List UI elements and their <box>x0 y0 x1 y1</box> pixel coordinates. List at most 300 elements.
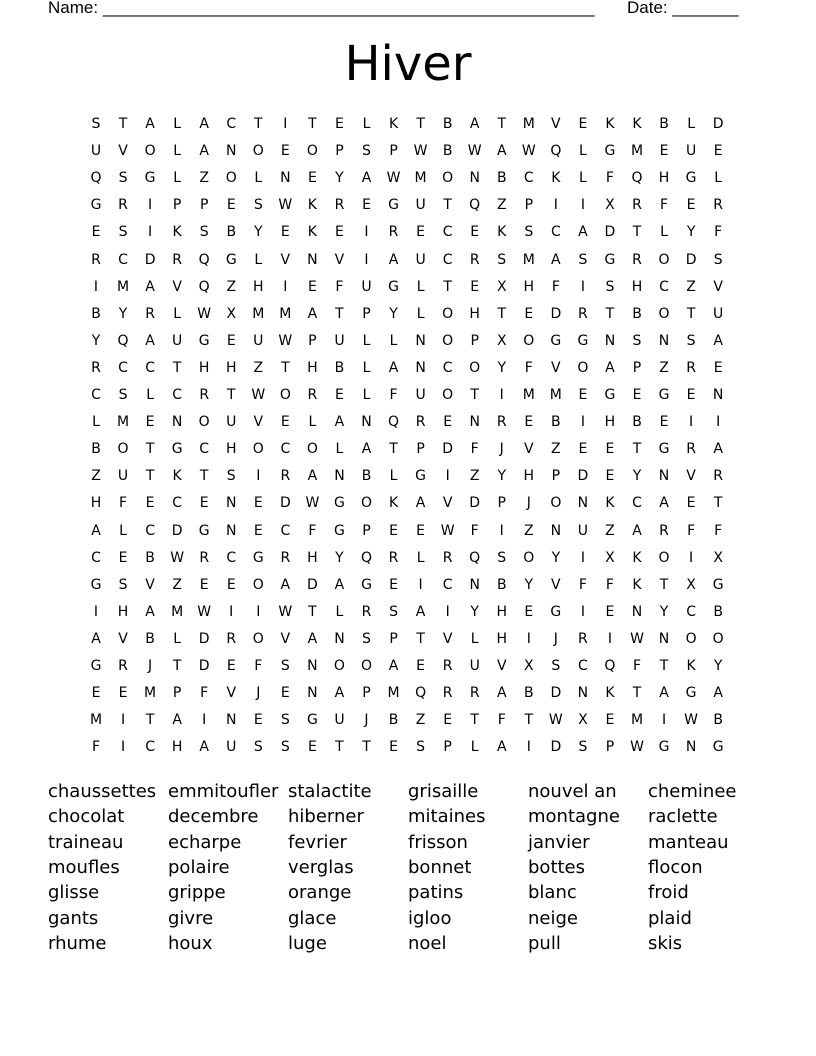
grid-letter[interactable]: E <box>280 414 290 431</box>
grid-letter[interactable]: N <box>415 332 426 349</box>
grid-letter[interactable]: N <box>469 414 480 431</box>
grid-letter[interactable]: S <box>253 739 263 756</box>
grid-letter[interactable]: V <box>172 278 182 295</box>
grid-letter[interactable]: V <box>524 441 534 458</box>
grid-letter[interactable]: O <box>279 387 291 403</box>
grid-letter[interactable]: I <box>661 712 667 729</box>
grid-letter[interactable]: M <box>117 414 130 431</box>
grid-letter[interactable]: I <box>148 197 153 214</box>
grid-letter[interactable]: T <box>632 224 642 241</box>
grid-letter[interactable]: B <box>388 712 399 729</box>
grid-letter[interactable]: R <box>659 522 669 539</box>
grid-letter[interactable]: O <box>252 441 264 458</box>
grid-letter[interactable]: O <box>144 143 156 160</box>
grid-letter[interactable]: D <box>550 739 562 756</box>
grid-letter[interactable]: T <box>335 739 344 756</box>
grid-letter[interactable]: R <box>307 387 318 403</box>
grid-letter[interactable]: E <box>470 278 480 295</box>
grid-letter[interactable]: B <box>442 143 453 160</box>
grid-letter[interactable]: Y <box>335 549 344 566</box>
grid-letter[interactable]: S <box>280 712 290 729</box>
grid-letter[interactable]: T <box>659 576 669 593</box>
grid-letter[interactable]: H <box>198 359 210 376</box>
grid-letter[interactable]: I <box>607 630 612 647</box>
grid-letter[interactable]: I <box>689 414 694 431</box>
grid-letter[interactable]: B <box>334 359 345 376</box>
grid-letter[interactable]: G <box>658 739 670 756</box>
grid-letter[interactable]: A <box>496 739 507 756</box>
grid-letter[interactable]: I <box>689 549 694 566</box>
grid-letter[interactable]: C <box>226 549 237 566</box>
grid-letter[interactable]: N <box>307 658 318 674</box>
grid-letter[interactable]: S <box>280 658 290 674</box>
grid-letter[interactable]: K <box>686 658 696 674</box>
grid-letter[interactable]: C <box>91 387 101 403</box>
grid-letter[interactable]: M <box>89 712 103 729</box>
grid-letter[interactable]: E <box>307 278 317 295</box>
grid-letter[interactable]: F <box>632 658 642 674</box>
grid-letter[interactable]: I <box>93 603 99 620</box>
grid-letter[interactable]: R <box>713 468 723 485</box>
grid-letter[interactable]: K <box>172 468 182 485</box>
grid-letter[interactable]: G <box>388 197 399 214</box>
grid-letter[interactable]: S <box>551 658 561 674</box>
grid-letter[interactable]: O <box>252 576 264 593</box>
grid-letter[interactable]: E <box>199 576 209 593</box>
grid-letter[interactable]: S <box>118 576 128 593</box>
grid-letter[interactable]: R <box>496 414 507 431</box>
grid-letter[interactable]: H <box>604 414 616 431</box>
grid-letter[interactable]: R <box>172 251 182 268</box>
grid-letter[interactable]: W <box>440 522 455 539</box>
grid-letter[interactable]: C <box>442 251 453 268</box>
grid-letter[interactable]: Q <box>360 549 373 566</box>
grid-letter[interactable]: A <box>91 630 101 647</box>
grid-letter[interactable]: P <box>389 630 398 647</box>
grid-letter[interactable]: L <box>173 630 182 647</box>
grid-letter[interactable]: V <box>280 630 291 647</box>
grid-letter[interactable]: E <box>226 197 236 214</box>
grid-letter[interactable]: G <box>388 278 399 295</box>
grid-letter[interactable]: N <box>604 332 616 349</box>
grid-letter[interactable]: S <box>632 332 642 349</box>
grid-letter[interactable]: A <box>199 739 209 756</box>
grid-letter[interactable]: T <box>470 387 479 403</box>
grid-letter[interactable]: V <box>713 278 723 295</box>
grid-letter[interactable]: T <box>145 468 155 485</box>
grid-letter[interactable]: T <box>389 441 398 458</box>
grid-letter[interactable]: B <box>713 603 723 620</box>
grid-letter[interactable]: V <box>686 468 696 485</box>
grid-letter[interactable]: P <box>605 739 615 756</box>
grid-letter[interactable]: C <box>442 576 453 593</box>
grid-letter[interactable]: E <box>226 658 236 674</box>
grid-letter[interactable]: N <box>226 522 237 539</box>
grid-letter[interactable]: B <box>496 576 507 593</box>
grid-letter[interactable]: I <box>445 603 450 620</box>
grid-letter[interactable]: M <box>144 685 157 702</box>
grid-letter[interactable]: L <box>308 414 317 431</box>
grid-letter[interactable]: M <box>279 305 292 322</box>
grid-letter[interactable]: R <box>334 197 345 214</box>
grid-letter[interactable]: S <box>91 116 101 132</box>
grid-letter[interactable]: O <box>577 359 589 376</box>
grid-letter[interactable]: F <box>91 739 101 756</box>
grid-letter[interactable]: C <box>118 251 128 268</box>
grid-letter[interactable]: X <box>226 305 237 322</box>
grid-letter[interactable]: T <box>118 116 128 132</box>
grid-letter[interactable]: W <box>305 495 320 512</box>
grid-letter[interactable]: G <box>144 170 156 187</box>
grid-letter[interactable]: I <box>716 414 721 431</box>
grid-letter[interactable]: V <box>442 495 453 512</box>
grid-letter[interactable]: S <box>362 143 371 160</box>
grid-letter[interactable]: W <box>684 712 699 729</box>
grid-letter[interactable]: C <box>226 116 237 132</box>
grid-letter[interactable]: Q <box>550 143 562 160</box>
grid-letter[interactable]: A <box>496 685 507 702</box>
grid-letter[interactable]: S <box>416 739 426 756</box>
grid-letter[interactable]: A <box>605 359 615 376</box>
grid-letter[interactable]: W <box>630 630 644 647</box>
grid-letter[interactable]: O <box>252 630 264 647</box>
grid-letter[interactable]: T <box>659 658 669 674</box>
grid-letter[interactable]: P <box>335 143 344 160</box>
grid-letter[interactable]: R <box>632 251 642 268</box>
grid-letter[interactable]: Z <box>551 441 561 458</box>
grid-letter[interactable]: N <box>361 414 372 431</box>
grid-letter[interactable]: X <box>605 197 615 214</box>
grid-letter[interactable]: O <box>306 441 318 458</box>
grid-letter[interactable]: O <box>658 549 670 566</box>
grid-letter[interactable]: U <box>334 712 345 729</box>
grid-letter[interactable]: E <box>713 143 723 160</box>
grid-letter[interactable]: N <box>658 468 670 485</box>
grid-letter[interactable]: O <box>360 658 373 674</box>
grid-letter[interactable]: V <box>118 630 128 647</box>
grid-letter[interactable]: G <box>171 441 183 458</box>
grid-letter[interactable]: K <box>605 685 615 702</box>
grid-letter[interactable]: R <box>118 197 128 214</box>
grid-letter[interactable]: S <box>118 387 128 403</box>
grid-letter[interactable]: O <box>685 630 697 647</box>
grid-letter[interactable]: N <box>685 739 697 756</box>
grid-letter[interactable]: U <box>415 387 426 403</box>
grid-letter[interactable]: A <box>307 468 318 485</box>
grid-letter[interactable]: M <box>630 143 644 160</box>
grid-letter[interactable]: I <box>580 197 585 214</box>
grid-letter[interactable]: G <box>90 658 102 674</box>
grid-letter[interactable]: A <box>145 603 155 620</box>
grid-letter[interactable]: V <box>334 251 345 268</box>
grid-letter[interactable]: H <box>225 441 237 458</box>
grid-letter[interactable]: E <box>307 170 317 187</box>
grid-letter[interactable]: L <box>660 224 668 241</box>
grid-letter[interactable]: E <box>578 387 588 403</box>
grid-letter[interactable]: I <box>580 278 585 295</box>
grid-letter[interactable]: N <box>334 468 345 485</box>
grid-letter[interactable]: I <box>120 739 126 756</box>
grid-letter[interactable]: S <box>226 468 236 485</box>
grid-letter[interactable]: B <box>226 224 237 241</box>
grid-letter[interactable]: T <box>524 712 534 729</box>
grid-letter[interactable]: L <box>173 143 182 160</box>
grid-letter[interactable]: G <box>577 332 589 349</box>
grid-letter[interactable]: P <box>362 305 371 322</box>
grid-letter[interactable]: F <box>389 387 398 403</box>
grid-letter[interactable]: E <box>524 414 534 431</box>
grid-letter[interactable]: C <box>118 359 128 376</box>
grid-letter[interactable]: F <box>497 712 506 729</box>
grid-letter[interactable]: E <box>605 712 615 729</box>
grid-letter[interactable]: E <box>280 224 290 241</box>
grid-letter[interactable]: A <box>469 116 480 132</box>
grid-letter[interactable]: A <box>145 116 155 132</box>
grid-letter[interactable]: L <box>714 170 723 187</box>
grid-letter[interactable]: D <box>279 495 291 512</box>
grid-letter[interactable]: G <box>658 387 670 403</box>
grid-letter[interactable]: C <box>659 278 669 295</box>
grid-letter[interactable]: L <box>362 116 371 132</box>
grid-letter[interactable]: R <box>145 305 155 322</box>
grid-letter[interactable]: E <box>362 197 371 214</box>
grid-letter[interactable]: F <box>714 224 723 241</box>
grid-letter[interactable]: S <box>253 197 263 214</box>
grid-letter[interactable]: G <box>712 576 724 593</box>
grid-letter[interactable]: O <box>225 170 237 187</box>
grid-letter[interactable]: F <box>605 170 614 187</box>
grid-letter[interactable]: T <box>497 116 507 132</box>
grid-letter[interactable]: T <box>362 739 371 756</box>
grid-letter[interactable]: Q <box>631 170 643 187</box>
grid-letter[interactable]: W <box>548 712 563 729</box>
grid-letter[interactable]: I <box>364 251 369 268</box>
grid-letter[interactable]: K <box>172 224 182 241</box>
grid-letter[interactable]: T <box>443 197 452 214</box>
grid-letter[interactable]: R <box>91 251 101 268</box>
grid-letter[interactable]: P <box>443 739 452 756</box>
grid-letter[interactable]: E <box>416 522 426 539</box>
grid-letter[interactable]: V <box>145 576 155 593</box>
grid-letter[interactable]: B <box>91 305 101 322</box>
grid-letter[interactable]: A <box>334 576 345 593</box>
grid-letter[interactable]: U <box>334 332 345 349</box>
grid-letter[interactable]: S <box>578 739 588 756</box>
grid-letter[interactable]: H <box>171 739 183 756</box>
grid-letter[interactable]: A <box>145 332 155 349</box>
grid-letter[interactable]: C <box>550 224 561 241</box>
grid-letter[interactable]: D <box>442 441 454 458</box>
grid-letter[interactable]: D <box>198 658 210 674</box>
grid-letter[interactable]: L <box>578 170 587 187</box>
grid-letter[interactable]: L <box>362 332 371 349</box>
grid-letter[interactable]: E <box>524 305 534 322</box>
grid-letter[interactable]: R <box>686 359 696 376</box>
grid-letter[interactable]: P <box>172 685 182 702</box>
grid-letter[interactable]: O <box>442 305 454 322</box>
grid-letter[interactable]: Y <box>470 603 479 620</box>
grid-letter[interactable]: L <box>578 143 587 160</box>
grid-letter[interactable]: P <box>470 332 479 349</box>
grid-letter[interactable]: K <box>497 224 507 241</box>
grid-letter[interactable]: U <box>415 197 426 214</box>
grid-letter[interactable]: S <box>280 739 290 756</box>
grid-letter[interactable]: X <box>496 278 507 295</box>
grid-letter[interactable]: I <box>499 522 504 539</box>
grid-letter[interactable]: G <box>658 441 670 458</box>
grid-letter[interactable]: L <box>362 387 371 403</box>
grid-letter[interactable]: O <box>198 414 210 431</box>
grid-letter[interactable]: Z <box>524 522 534 539</box>
grid-letter[interactable]: R <box>91 359 101 376</box>
grid-letter[interactable]: S <box>389 603 398 620</box>
grid-letter[interactable]: E <box>389 522 398 539</box>
grid-letter[interactable]: B <box>632 414 642 431</box>
grid-letter[interactable]: A <box>334 414 345 431</box>
grid-letter[interactable]: P <box>389 143 398 160</box>
grid-letter[interactable]: S <box>578 251 588 268</box>
grid-letter[interactable]: D <box>307 576 318 593</box>
grid-letter[interactable]: N <box>631 603 643 620</box>
grid-letter[interactable]: U <box>226 414 237 431</box>
grid-letter[interactable]: T <box>308 603 317 620</box>
grid-letter[interactable]: N <box>550 522 562 539</box>
grid-letter[interactable]: V <box>118 143 128 160</box>
grid-letter[interactable]: P <box>416 441 425 458</box>
grid-letter[interactable]: N <box>469 576 480 593</box>
grid-letter[interactable]: R <box>226 630 237 647</box>
grid-letter[interactable]: U <box>172 332 183 349</box>
grid-letter[interactable]: E <box>578 441 588 458</box>
grid-letter[interactable]: H <box>307 359 318 376</box>
grid-letter[interactable]: F <box>254 658 263 674</box>
grid-letter[interactable]: E <box>91 685 101 702</box>
grid-letter[interactable]: S <box>199 224 209 241</box>
grid-letter[interactable]: L <box>470 739 479 756</box>
grid-letter[interactable]: S <box>118 170 128 187</box>
grid-letter[interactable]: E <box>253 712 263 729</box>
grid-letter[interactable]: E <box>605 441 615 458</box>
grid-letter[interactable]: K <box>632 576 642 593</box>
grid-letter[interactable]: G <box>550 332 562 349</box>
grid-letter[interactable]: P <box>199 197 209 214</box>
grid-letter[interactable]: T <box>497 305 507 322</box>
grid-letter[interactable]: F <box>605 576 614 593</box>
grid-letter[interactable]: R <box>578 630 588 647</box>
grid-letter[interactable]: L <box>470 630 479 647</box>
grid-letter[interactable]: C <box>91 549 101 566</box>
grid-letter[interactable]: H <box>658 170 670 187</box>
grid-letter[interactable]: Q <box>604 658 616 674</box>
grid-letter[interactable]: W <box>630 739 644 756</box>
grid-letter[interactable]: O <box>523 549 535 566</box>
grid-letter[interactable]: A <box>280 576 291 593</box>
grid-letter[interactable]: N <box>469 170 480 187</box>
grid-letter[interactable]: L <box>146 387 154 403</box>
grid-letter[interactable]: N <box>415 359 426 376</box>
grid-letter[interactable]: I <box>526 630 531 647</box>
grid-letter[interactable]: P <box>362 685 371 702</box>
grid-letter[interactable]: J <box>553 630 558 647</box>
grid-letter[interactable]: D <box>198 630 210 647</box>
grid-letter[interactable]: V <box>442 630 453 647</box>
grid-letter[interactable]: N <box>577 685 589 702</box>
grid-letter[interactable]: D <box>550 685 562 702</box>
grid-letter[interactable]: I <box>580 603 585 620</box>
grid-letter[interactable]: C <box>442 224 453 241</box>
grid-letter[interactable]: Y <box>713 658 723 674</box>
grid-letter[interactable]: V <box>551 116 561 132</box>
grid-letter[interactable]: G <box>225 251 237 268</box>
grid-letter[interactable]: A <box>388 658 399 674</box>
grid-letter[interactable]: Y <box>686 224 696 241</box>
grid-letter[interactable]: B <box>361 468 372 485</box>
grid-letter[interactable]: A <box>172 712 182 729</box>
grid-letter[interactable]: L <box>173 305 182 322</box>
grid-letter[interactable]: F <box>687 522 696 539</box>
grid-letter[interactable]: A <box>145 278 155 295</box>
grid-letter[interactable]: R <box>415 414 426 431</box>
grid-letter[interactable]: H <box>496 630 508 647</box>
grid-letter[interactable]: E <box>470 224 480 241</box>
grid-letter[interactable]: C <box>145 739 155 756</box>
grid-letter[interactable]: F <box>308 522 317 539</box>
grid-letter[interactable]: E <box>713 359 723 376</box>
grid-letter[interactable]: E <box>686 495 696 512</box>
grid-letter[interactable]: B <box>523 685 534 702</box>
grid-letter[interactable]: E <box>416 224 426 241</box>
grid-letter[interactable]: H <box>496 603 508 620</box>
grid-letter[interactable]: F <box>578 576 587 593</box>
grid-letter[interactable]: Z <box>605 522 615 539</box>
grid-letter[interactable]: H <box>631 278 643 295</box>
grid-letter[interactable]: L <box>173 170 182 187</box>
grid-letter[interactable]: D <box>604 224 616 241</box>
grid-letter[interactable]: T <box>605 305 615 322</box>
date-field-line[interactable]: _______ <box>672 0 739 17</box>
grid-letter[interactable]: S <box>524 224 534 241</box>
grid-letter[interactable]: A <box>659 685 669 702</box>
grid-letter[interactable]: L <box>335 441 344 458</box>
grid-letter[interactable]: A <box>713 441 723 458</box>
grid-letter[interactable]: E <box>416 658 426 674</box>
grid-letter[interactable]: F <box>470 522 479 539</box>
grid-letter[interactable]: I <box>526 739 531 756</box>
grid-letter[interactable]: Y <box>524 576 534 593</box>
grid-letter[interactable]: D <box>712 116 724 132</box>
grid-letter[interactable]: E <box>118 685 128 702</box>
grid-letter[interactable]: U <box>361 278 372 295</box>
grid-letter[interactable]: I <box>580 549 585 566</box>
grid-letter[interactable]: G <box>685 170 697 187</box>
grid-letter[interactable]: R <box>280 549 291 566</box>
grid-letter[interactable]: V <box>551 576 561 593</box>
grid-letter[interactable]: M <box>522 251 535 268</box>
grid-letter[interactable]: E <box>335 387 344 403</box>
grid-letter[interactable]: O <box>658 251 670 268</box>
grid-letter[interactable]: I <box>256 468 261 485</box>
grid-letter[interactable]: E <box>335 116 344 132</box>
grid-letter[interactable]: D <box>469 495 481 512</box>
grid-letter[interactable]: R <box>199 387 210 403</box>
grid-letter[interactable]: X <box>686 576 696 593</box>
grid-letter[interactable]: G <box>90 576 102 593</box>
grid-letter[interactable]: O <box>252 143 264 160</box>
grid-letter[interactable]: F <box>119 495 128 512</box>
grid-letter[interactable]: N <box>280 170 291 187</box>
grid-letter[interactable]: B <box>713 712 723 729</box>
grid-letter[interactable]: A <box>415 495 426 512</box>
